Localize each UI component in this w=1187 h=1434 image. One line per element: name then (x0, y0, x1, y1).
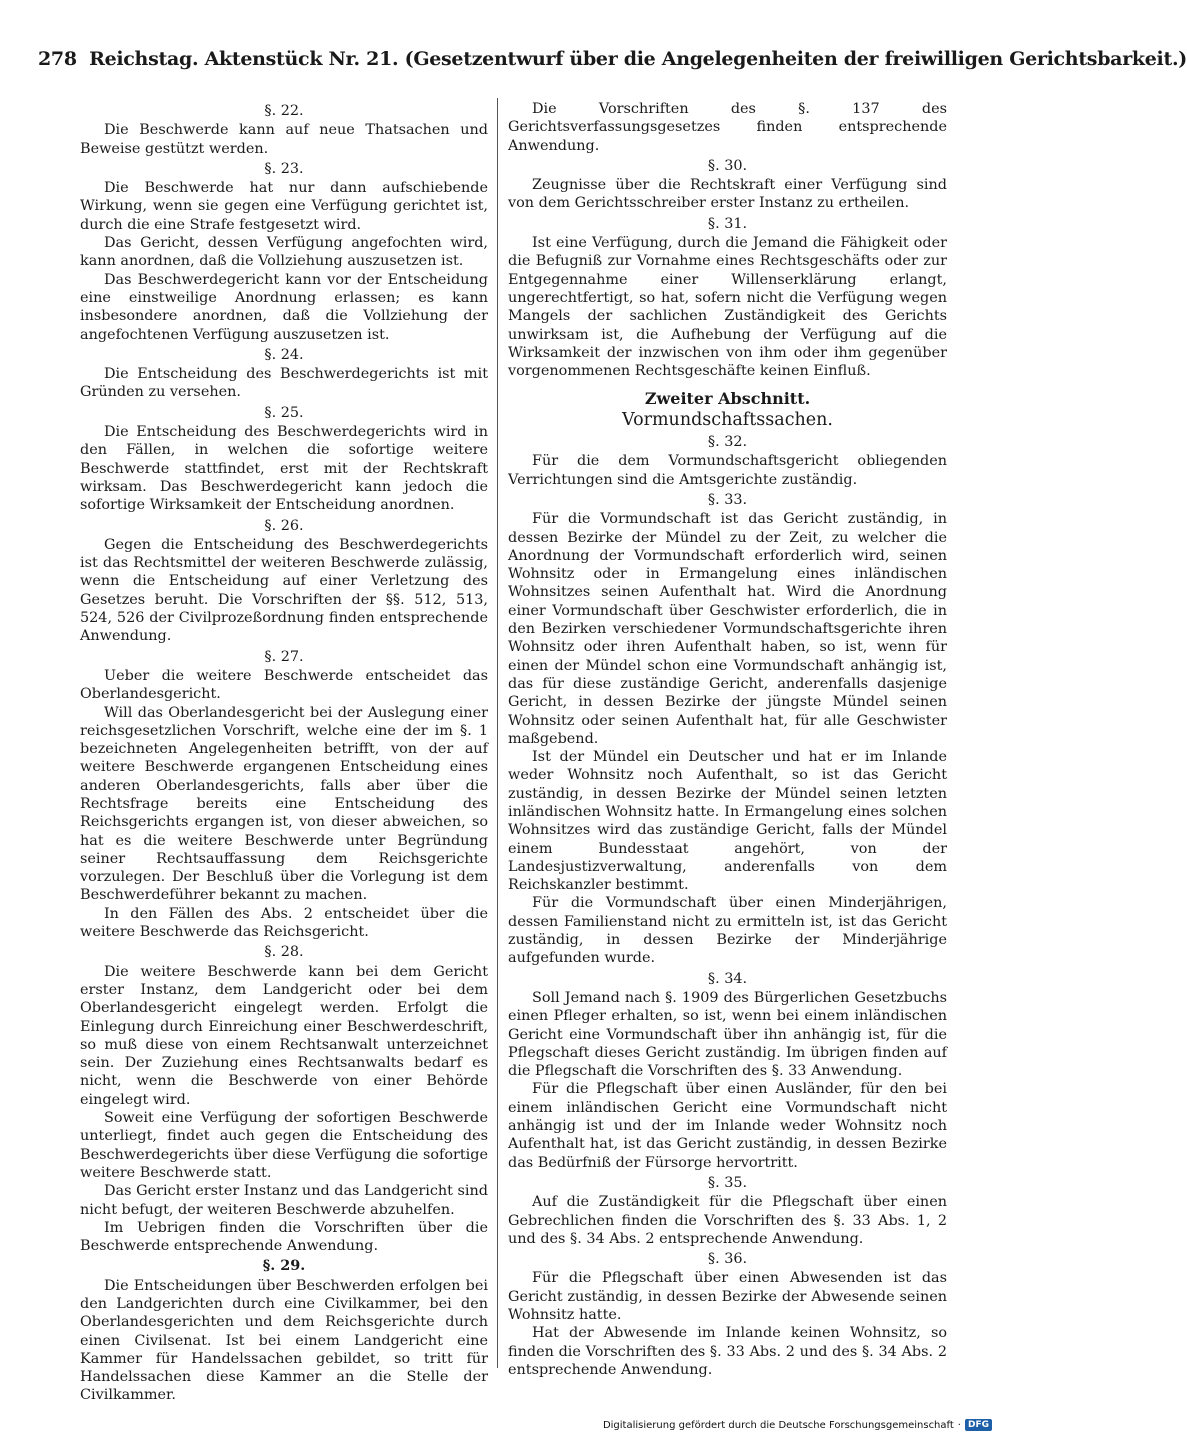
section-heading: §. 27. (264, 648, 304, 665)
paragraph: Hat der Abwesende im Inlande keinen Wohnsitz, so finden die Vorschriften des §. 33 Abs. 2 und des §. 34 Abs. 2 entsprechende Anwendung. (508, 1325, 947, 1378)
paragraph: Ist der Mündel ein Deutscher und hat er im Inlande weder Wohnsitz noch Aufenthalt, so ist das Gericht zuständig, in dessen Bezirke der Mündel seinen letzten inländischen Wohnsitz hatte. In Ermangelung eines solchen Wohnsitzes wird das zuständige Gericht, falls der Mündel einem Bundesstaat angehört, von der Landesjustizverwaltung, anderenfalls von dem Reichskanzler bestimmt. (508, 749, 947, 894)
footer-text: Digitalisierung gefördert durch die Deutsche Forschungsgemeinschaft (602, 1419, 954, 1431)
chapter-subtitle: Vormundschaftssachen. (622, 409, 833, 430)
section-heading: §. 30. (707, 157, 748, 174)
section-heading: §. 26. (264, 517, 304, 534)
paragraph: Für die Vormundschaft ist das Gericht zuständig, in dessen Bezirke der Mündel zu der Zeit, zu welcher die Anordnung der Vormundschaft erforderlich wird, seinen Wohnsitz oder in Ermangelung eines inländischen Wohnsitzes seinen Aufenthalt hat. Wird die Anordnung einer Vormundschaft über Geschwister erforderlich, die in den Bezirken verschiedener Vormundschaftsgerichte ihren Wohnsitz oder ihren Aufenthalt haben, so ist, wenn für einen der Mündel schon eine Vormundschaft anhängig ist, das für diese zuständige Gericht, anderenfalls dasjenige Gericht, in dessen Bezirke der jüngste Mündel seinen Wohnsitz oder seinen Aufenthalt hat, für alle Geschwister maßgebend. (508, 511, 947, 747)
paragraph: Gegen die Entscheidung des Beschwerdegerichts ist das Rechtsmittel der weiteren Beschwerde zulässig, wenn die Entscheidung auf einer Verletzung des Gesetzes beruht. Die Vorschriften der §§. 512, 513, 524, 526 der Civilprozeßordnung finden entsprechende Anwendung. (80, 536, 488, 645)
paragraph: Für die Pflegschaft über einen Abwesenden ist das Gericht zuständig, in dessen Bezirke der Abwesende seinen Wohnsitz hatte. (508, 1270, 947, 1323)
left-column (80, 100, 488, 1405)
paragraph: Zeugnisse über die Rechtskraft einer Verfügung sind von dem Gerichtsschreiber erster Instanz zu ertheilen. (508, 177, 947, 212)
section-heading: §. 34. (707, 970, 748, 987)
paragraph: Für die dem Vormundschaftsgericht obliegenden Verrichtungen sind die Amtsgerichte zuständig. (508, 453, 947, 488)
page-header (38, 48, 1187, 70)
digitization-footer: Digitalisierung gefördert durch die Deutsche Forschungsgemeinschaft · DFG (603, 1419, 992, 1431)
right-column (508, 100, 947, 1379)
dfg-logo: DFG (965, 1419, 992, 1431)
page-number: 278 (38, 48, 77, 70)
running-title: Reichstag. Aktenstück Nr. 21. (Gesetzentwurf über die Angelegenheiten der freiwilligen Gerichtsbarkeit.) (89, 48, 1187, 70)
section-heading: §. 28. (264, 944, 304, 961)
section-heading: §. 33. (707, 491, 748, 508)
paragraph: In den Fällen des Abs. 2 entscheidet über die weitere Beschwerde das Reichsgericht. (80, 905, 488, 941)
paragraph: Das Gericht erster Instanz und das Landgericht sind nicht befugt, der weiteren Beschwerde abzuhelfen. (80, 1183, 488, 1218)
paragraph: Die Entscheidung des Beschwerdegerichts wird in den Fällen, in welchen die sofortige weitere Beschwerde stattfindet, erst mit der Rechtskraft wirksam. Das Beschwerdegericht kann jedoch die sofortige Wirksamkeit der Entscheidung anordnen. (80, 424, 488, 514)
paragraph: Das Beschwerdegericht kann vor der Entscheidung eine einstweilige Anordnung erlassen; es kann insbesondere anordnen, daß die Vollziehung der angefochtenen Verfügung auszusetzen ist. (80, 271, 488, 343)
section-heading: §. 36. (707, 1251, 748, 1268)
section-heading: §. 23. (264, 160, 304, 177)
paragraph: Die Entscheidungen über Beschwerden erfolgen bei den Landgerichten durch eine Civilkammer, bei den Oberlandesgerichten und dem Reichsgerichte durch einen Civilsenat. Ist bei einem Landgericht eine Kammer für Handelssachen gebildet, so tritt für Handelssachen diese Kammer an die Stelle der Civilkammer. (80, 1277, 488, 1404)
paragraph: Will das Oberlandesgericht bei der Auslegung einer reichsgesetzlichen Vorschrift, welche eine der im §. 1 bezeichneten Angelegenheiten betrifft, von der auf weitere Beschwerde ergangenen Entscheidung eines anderen Oberlandesgerichts, falls aber über die Rechtsfrage bereits eine Entscheidung des Reichsgerichts ergangen ist, von dieser abweichen, so hat es die weitere Beschwerde unter Begründung seiner Rechtsauffassung dem Reichsgerichte vorzulegen. Der Beschluß über die Vorlegung ist dem Beschwerdeführer bekannt zu machen. (80, 704, 488, 904)
section-heading: §. 22. (264, 103, 304, 119)
paragraph: Die Entscheidung des Beschwerdegerichts ist mit Gründen zu versehen. (80, 366, 488, 401)
section-heading: §. 32. (707, 434, 748, 451)
paragraph: Das Gericht, dessen Verfügung angefochten wird, kann anordnen, daß die Vollziehung auszusetzen ist. (80, 235, 488, 270)
paragraph: Die Beschwerde hat nur dann aufschiebende Wirkung, wenn sie gegen eine Verfügung gerichtet ist, durch die eine Strafe festgesetzt wird. (80, 180, 488, 233)
paragraph: Die Beschwerde kann auf neue Thatsachen und Beweise gestützt werden. (80, 122, 488, 157)
chapter-heading: Zweiter Abschnitt. (644, 389, 811, 409)
paragraph: Für die Pflegschaft über einen Ausländer, für den bei einem inländischen Gericht eine Vormundschaft nicht anhängig ist und der im Inlande weder Wohnsitz noch Aufenthalt hat, ist das Gericht zuständig, in dessen Bezirke das Bedürfniß der Fürsorge hervortritt. (508, 1081, 947, 1171)
section-heading: §. 25. (264, 404, 304, 421)
paragraph: Die weitere Beschwerde kann bei dem Gericht erster Instanz, dem Landgericht oder bei dem Oberlandesgericht eingelegt werden. Erfolgt die Einlegung durch Einreichung einer Beschwerdeschrift, so muß diese von einem Rechtsanwalt unterzeichnet sein. Der Zuziehung eines Rechtsanwalts bedarf es nicht, wenn die Beschwerde von einer Behörde eingelegt wird. (80, 963, 488, 1108)
paragraph: Soweit eine Verfügung der sofortigen Beschwerde unterliegt, findet auch gegen die Entscheidung des Beschwerdegerichts über diese Verfügung die sofortige weitere Beschwerde statt. (80, 1110, 488, 1181)
paragraph: Ist eine Verfügung, durch die Jemand die Fähigkeit oder die Befugniß zur Vornahme eines Rechtsgeschäfts oder zur Entgegennahme einer Willenserklärung erlangt, ungerechtfertigt, so hat, sofern nicht die Verfügung wegen Mangels der sachlichen Zuständigkeit des Gerichts unwirksam ist, die Aufhebung der Verfügung auf die Wirksamkeit der inzwischen von ihm oder ihm gegenüber vorgenommenen Rechtsgeschäfte keinen Einfluß. (508, 235, 947, 380)
paragraph: Die Vorschriften des §. 137 des Gerichtsverfassungsgesetzes finden entsprechende Anwendung. (508, 101, 947, 154)
column-divider (497, 98, 498, 1368)
paragraph: Im Uebrigen finden die Vorschriften über die Beschwerde entsprechende Anwendung. (80, 1219, 488, 1255)
section-heading: §. 24. (264, 346, 304, 363)
paragraph: Auf die Zuständigkeit für die Pflegschaft über einen Gebrechlichen finden die Vorschriften des §. 33 Abs. 1, 2 und des §. 34 Abs. 2 entsprechende Anwendung. (508, 1194, 947, 1247)
section-heading: §. 31. (707, 215, 748, 232)
paragraph: Soll Jemand nach §. 1909 des Bürgerlichen Gesetzbuchs einen Pfleger erhalten, so ist, wenn bei einem inländischen Gericht eine Vormundschaft über ihn anhängig ist, für die Pflegschaft dieses Gericht zuständig. Im übrigen finden auf die Pflegschaft die Vorschriften des §. 33 Anwendung. (508, 989, 947, 1080)
section-heading: §. 35. (707, 1174, 748, 1191)
paragraph: Ueber die weitere Beschwerde entscheidet das Oberlandesgericht. (80, 667, 488, 703)
paragraph: Für die Vormundschaft über einen Minderjährigen, dessen Familienstand nicht zu ermitteln ist, ist das Gericht zuständig, in dessen Bezirke der Minderjährige aufgefunden wurde. (508, 895, 947, 967)
section-heading: §. 29. (262, 1257, 306, 1275)
